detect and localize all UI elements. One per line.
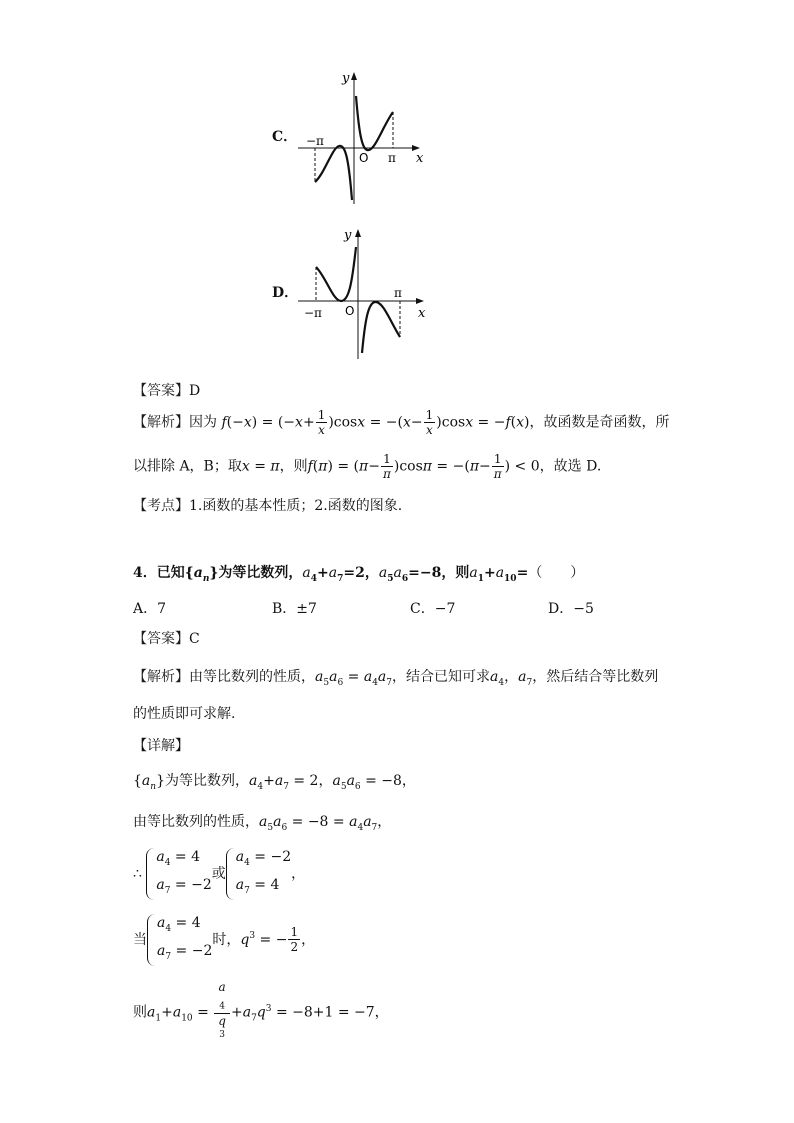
q4-analysis-line1: 【解析】由等比数列的性质，$a_5a_6 = a_4a_7$，结合已知可求$a_4$，$a_7$，然后结合等比数列 (133, 669, 659, 688)
graph-d (292, 225, 437, 365)
graph-d-pi: π (394, 286, 402, 300)
graph-c-xlabel: x (416, 151, 424, 166)
graph-c-curve-right (356, 96, 393, 150)
q4-option-a[interactable]: A．7 (133, 601, 167, 617)
graph-d-y-arrow (355, 229, 361, 237)
answer-tag: 【答案】 (133, 383, 189, 399)
q3-analysis-line2: 以排除 A，B；取x = π，则f(π) = (π− $\frac{1}{\pi}$ )cosπ = −(π− $\frac{1}{\pi}$ ) < 0，故选 D. (133, 452, 602, 481)
option-c-label: C． (272, 129, 298, 145)
graph-c-y-arrow (351, 72, 357, 80)
q4-analysis-line2: 的性质即可求解. (133, 706, 236, 722)
point-tag: 【考点】 (133, 498, 189, 514)
answer-value: D (189, 383, 201, 399)
q3-analysis-line1: 【解析】因为 f(−x) = (−x+ $\frac{1}{x}$ )cosx = −(x− $\frac{1}{x}$ )cosx = −f(x)，故函数是奇函数，所 (133, 408, 670, 437)
q4-detail-line4: 当$a_4 = 4$ $a_7 = -2$时，$q^3$ = − $\frac{1}{2}$ ， (133, 912, 315, 968)
graph-d-x-arrow (416, 298, 424, 304)
q4-option-b[interactable]: B．±7 (272, 601, 317, 617)
graph-d-ylabel: y (344, 228, 352, 243)
graph-d-origin: O (345, 304, 355, 318)
q4-detail-line1: $\{a_n\}$为等比数列，$a_4+a_7 = 2$，$a_5a_6 = -8$， (133, 773, 416, 792)
odd-function-formula: f (221, 414, 227, 431)
q3-answer (133, 380, 200, 400)
q4-detail-tag: 【详解】 (133, 738, 189, 754)
graph-c (292, 68, 437, 208)
option-d-label: D． (272, 285, 299, 301)
q4-option-c[interactable]: C．−7 (410, 601, 456, 617)
graph-d-curve-right (362, 302, 400, 353)
q4-stem: 4．已知$\{a_n\}$为等比数列，$a_4+a_7=2$，$a_5a_6=-8$，则$a_1+a_{10}=$（ ） (133, 565, 585, 584)
graph-d-xlabel: x (418, 306, 426, 321)
graph-c-origin: O (359, 151, 369, 165)
analysis-tag: 【解析】 (133, 414, 189, 431)
q4-detail-line3: ∴ $a_4 = 4$ $a_7 = -2$或$a_4 = -2$ $a_7 = 4$， (133, 846, 305, 902)
graph-c-curve-left (315, 146, 352, 200)
graph-c-neg-pi: −π (306, 134, 324, 148)
q4-option-d[interactable]: D．−5 (548, 601, 594, 617)
graph-d-neg-pi: −π (304, 306, 322, 320)
q4-detail-line5: 则$a_1+a_{10}$ = a $_4$ q $^3$ $+a_7q^3 = -8+1 = -7$， (133, 980, 389, 1041)
q3-point: 【考点】1.函数的基本性质；2.函数的图象. (133, 498, 403, 514)
graph-c-pi: π (388, 151, 396, 165)
graph-d-curve-left (316, 247, 356, 301)
q4-detail-line2: 由等比数列的性质，$a_5a_6 = -8 = a_4a_7$， (133, 814, 392, 833)
graph-c-ylabel: y (342, 71, 350, 86)
q4-answer: 【答案】C (133, 631, 200, 647)
